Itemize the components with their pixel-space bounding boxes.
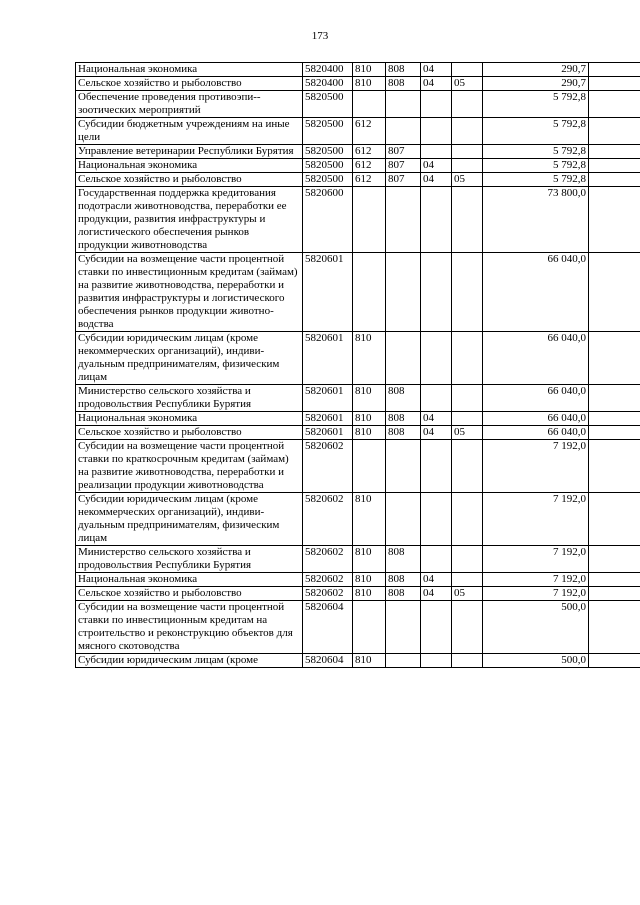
row-name-cell: Субсидии на возмещение части процентной ставки по инвестиционным кредитам (займам) на развитие животноводства, переработки и развития инфраструктуры и логистического обеспечения рынков продукции животноводства [76,253,303,332]
expense-type-cell: 810 [353,77,386,91]
ministry-code-cell: 808 [386,385,421,412]
table-row [76,587,640,601]
amount-cell: 66 040,0 [483,426,589,440]
budget-table [75,62,640,668]
ministry-code-cell: 808 [386,546,421,573]
extra-cell [589,385,640,412]
amount-cell: 5 792,8 [483,145,589,159]
amount-cell: 290,7 [483,63,589,77]
row-name-cell: Сельское хозяйство и рыболовство [76,173,303,187]
extra-cell [589,426,640,440]
row-name-cell: Субсидии юридическим лицам (кроме некоммерческих организаций), индивидуальным предпринимателям, физическим лицам [76,493,303,546]
extra-cell [589,63,640,77]
amount-cell: 5 792,8 [483,91,589,118]
expense-type-cell [353,601,386,654]
row-name-cell: Национальная экономика [76,573,303,587]
amount-cell: 66 040,0 [483,253,589,332]
row-name-cell: Сельское хозяйство и рыболовство [76,426,303,440]
amount-cell: 73 800,0 [483,187,589,253]
section-cell [421,440,452,493]
table-row [76,253,640,332]
row-name-cell: Обеспечение проведения противоэпи-зоотических мероприятий [76,91,303,118]
subsection-cell [452,573,483,587]
extra-cell [589,91,640,118]
amount-cell: 500,0 [483,601,589,654]
subsection-cell [452,412,483,426]
expense-type-cell: 810 [353,63,386,77]
extra-cell [589,145,640,159]
ministry-code-cell [386,253,421,332]
expense-type-cell [353,440,386,493]
ministry-code-cell: 808 [386,426,421,440]
subsection-cell [452,145,483,159]
section-cell [421,546,452,573]
amount-cell: 7 192,0 [483,440,589,493]
row-name-cell: Национальная экономика [76,63,303,77]
ministry-code-cell: 807 [386,173,421,187]
target-article-cell: 5820500 [303,145,353,159]
table-row [76,440,640,493]
table-row [76,145,640,159]
target-article-cell: 5820600 [303,187,353,253]
target-article-cell: 5820601 [303,332,353,385]
table-row [76,173,640,187]
amount-cell: 7 192,0 [483,546,589,573]
section-cell [421,118,452,145]
target-article-cell: 5820602 [303,573,353,587]
expense-type-cell: 810 [353,412,386,426]
row-name-cell: Сельское хозяйство и рыболовство [76,587,303,601]
subsection-cell [452,332,483,385]
extra-cell [589,253,640,332]
subsection-cell [452,118,483,145]
ministry-code-cell: 808 [386,573,421,587]
section-cell: 04 [421,587,452,601]
target-article-cell: 5820400 [303,77,353,91]
target-article-cell: 5820500 [303,173,353,187]
table-row [76,654,640,668]
subsection-cell [452,91,483,118]
subsection-cell [452,546,483,573]
table-row [76,601,640,654]
section-cell: 04 [421,63,452,77]
ministry-code-cell: 807 [386,145,421,159]
extra-cell [589,332,640,385]
subsection-cell [452,63,483,77]
ministry-code-cell [386,440,421,493]
subsection-cell [452,159,483,173]
table-row [76,118,640,145]
target-article-cell: 5820601 [303,253,353,332]
expense-type-cell: 810 [353,546,386,573]
target-article-cell: 5820601 [303,412,353,426]
ministry-code-cell: 807 [386,159,421,173]
extra-cell [589,440,640,493]
subsection-cell [452,493,483,546]
budget-table-body [76,63,640,668]
subsection-cell: 05 [452,173,483,187]
expense-type-cell: 810 [353,493,386,546]
subsection-cell [452,385,483,412]
expense-type-cell [353,253,386,332]
ministry-code-cell: 808 [386,412,421,426]
ministry-code-cell: 808 [386,587,421,601]
ministry-code-cell [386,601,421,654]
table-row [76,159,640,173]
ministry-code-cell [386,91,421,118]
section-cell [421,145,452,159]
extra-cell [589,587,640,601]
amount-cell: 66 040,0 [483,412,589,426]
ministry-code-cell: 808 [386,77,421,91]
section-cell: 04 [421,173,452,187]
section-cell: 04 [421,77,452,91]
ministry-code-cell: 808 [386,63,421,77]
table-row [76,91,640,118]
table-row [76,187,640,253]
extra-cell [589,654,640,668]
section-cell: 04 [421,159,452,173]
section-cell: 04 [421,573,452,587]
row-name-cell: Управление ветеринарии Республики Бурятия [76,145,303,159]
subsection-cell [452,187,483,253]
section-cell [421,654,452,668]
amount-cell: 7 192,0 [483,573,589,587]
target-article-cell: 5820500 [303,159,353,173]
amount-cell: 290,7 [483,77,589,91]
table-row [76,385,640,412]
table-row [76,77,640,91]
target-article-cell: 5820602 [303,587,353,601]
extra-cell [589,412,640,426]
row-name-cell: Субсидии на возмещение части процентной ставки по краткосрочным кредитам (займам) на развитие животноводства, переработки и реализации продукции животноводства [76,440,303,493]
subsection-cell [452,601,483,654]
row-name-cell: Национальная экономика [76,412,303,426]
amount-cell: 5 792,8 [483,173,589,187]
subsection-cell: 05 [452,587,483,601]
row-name-cell: Министерство сельского хозяйства и продовольствия Республики Бурятия [76,546,303,573]
extra-cell [589,118,640,145]
row-name-cell: Государственная поддержка кредитования подотрасли животноводства, переработки ее продукции, развития инфраструктуры и логистического обеспечения рынков продукции животноводства [76,187,303,253]
section-cell: 04 [421,426,452,440]
extra-cell [589,173,640,187]
expense-type-cell: 612 [353,173,386,187]
amount-cell: 7 192,0 [483,587,589,601]
target-article-cell: 5820400 [303,63,353,77]
expense-type-cell [353,91,386,118]
extra-cell [589,159,640,173]
row-name-cell: Сельское хозяйство и рыболовство [76,77,303,91]
table-row [76,493,640,546]
target-article-cell: 5820500 [303,118,353,145]
ministry-code-cell [386,332,421,385]
target-article-cell: 5820601 [303,385,353,412]
expense-type-cell: 612 [353,118,386,145]
expense-type-cell: 810 [353,385,386,412]
extra-cell [589,601,640,654]
expense-type-cell: 810 [353,654,386,668]
section-cell [421,493,452,546]
target-article-cell: 5820604 [303,654,353,668]
page-number: 173 [311,30,329,42]
row-name-cell: Субсидии юридическим лицам (кроме некоммерческих организаций), индивидуальным предпринимателям, физическим лицам [76,332,303,385]
amount-cell: 66 040,0 [483,385,589,412]
table-row [76,426,640,440]
section-cell [421,332,452,385]
section-cell [421,253,452,332]
target-article-cell: 5820601 [303,426,353,440]
subsection-cell [452,253,483,332]
subsection-cell: 05 [452,77,483,91]
table-row [76,573,640,587]
row-name-cell: Министерство сельского хозяйства и продовольствия Республики Бурятия [76,385,303,412]
section-cell [421,601,452,654]
target-article-cell: 5820602 [303,440,353,493]
section-cell [421,385,452,412]
expense-type-cell: 612 [353,145,386,159]
amount-cell: 500,0 [483,654,589,668]
ministry-code-cell [386,493,421,546]
amount-cell: 66 040,0 [483,332,589,385]
subsection-cell: 05 [452,426,483,440]
extra-cell [589,573,640,587]
extra-cell [589,77,640,91]
table-row [76,63,640,77]
target-article-cell: 5820500 [303,91,353,118]
ministry-code-cell [386,187,421,253]
expense-type-cell: 810 [353,426,386,440]
extra-cell [589,493,640,546]
row-name-cell: Субсидии юридическим лицам (кроме [76,654,303,668]
subsection-cell [452,440,483,493]
row-name-cell: Субсидии на возмещение части процентной ставки по инвестиционным кредитам на строительство и реконструкцию объектов для мясного скотоводства [76,601,303,654]
row-name-cell: Национальная экономика [76,159,303,173]
expense-type-cell: 612 [353,159,386,173]
amount-cell: 5 792,8 [483,159,589,173]
target-article-cell: 5820602 [303,493,353,546]
target-article-cell: 5820602 [303,546,353,573]
extra-cell [589,546,640,573]
target-article-cell: 5820604 [303,601,353,654]
expense-type-cell [353,187,386,253]
subsection-cell [452,654,483,668]
table-row [76,332,640,385]
expense-type-cell: 810 [353,573,386,587]
section-cell [421,91,452,118]
expense-type-cell: 810 [353,587,386,601]
table-row [76,412,640,426]
ministry-code-cell [386,118,421,145]
amount-cell: 5 792,8 [483,118,589,145]
amount-cell: 7 192,0 [483,493,589,546]
extra-cell [589,187,640,253]
ministry-code-cell [386,654,421,668]
row-name-cell: Субсидии бюджетным учреждениям на иные цели [76,118,303,145]
expense-type-cell: 810 [353,332,386,385]
section-cell [421,187,452,253]
table-row [76,546,640,573]
section-cell: 04 [421,412,452,426]
